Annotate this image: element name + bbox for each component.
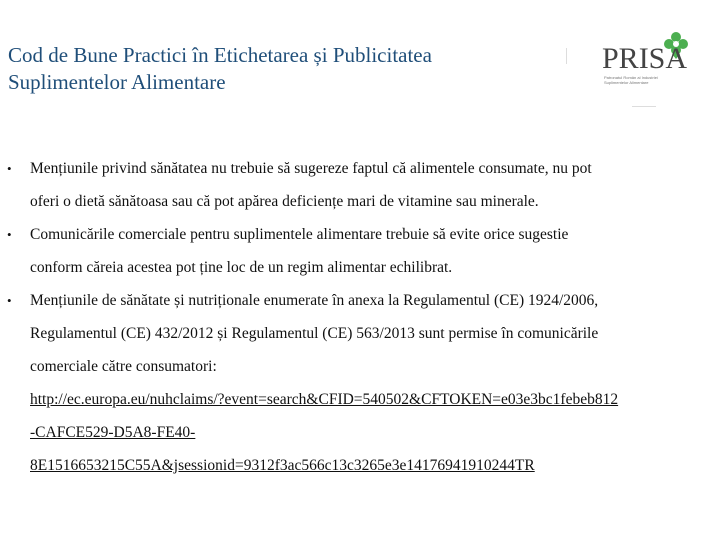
bullet-item-1 (0, 152, 720, 218)
slide-title-line-1: Cod de Bune Practici în Etichetarea și Publicitatea (8, 43, 432, 67)
bullet-2-line-2: conform căreia acestea pot ține loc de un regim alimentar echilibrat. (30, 259, 453, 276)
bullet-dot-icon: • (7, 293, 12, 308)
bullet-1-line-1: Mențiunile privind sănătatea nu trebuie să sugereze faptul că alimentele consumate, nu pot (30, 160, 592, 177)
bullet-2-line-1: Comunicările comerciale pentru suplimentele alimentare trebuie să evite orice sugestie (30, 226, 569, 243)
eu-claims-link-line-3[interactable]: 8E1516653215C55A&jsessionid=9312f3ac566c13c3265e3e14176941910244TR (30, 457, 535, 474)
eu-claims-link-line-2[interactable]: -CAFCE529-D5A8-FE40- (30, 424, 196, 441)
logo-divider (566, 48, 567, 64)
bullet-3-line-2: Regulamentul (CE) 432/2012 și Regulamentul (CE) 563/2013 sunt permise în comunicările (30, 325, 599, 342)
prisa-logo (570, 30, 690, 110)
logo-underline (632, 106, 656, 107)
eu-claims-link-line-1[interactable]: http://ec.europa.eu/nuhclaims/?event=search&CFID=540502&CFTOKEN=e03e3bc1febeb812 (30, 391, 619, 408)
logo-subtitle-line-1: Patronatul Român al Industriei (604, 75, 658, 80)
bullet-dot-icon: • (7, 161, 12, 176)
bullet-item-3 (0, 284, 720, 482)
slide-title (8, 42, 568, 96)
bullet-3-line-3: comerciale către consumatori: (30, 358, 217, 375)
logo-subtitle (604, 75, 684, 85)
bullet-dot-icon: • (7, 227, 12, 242)
logo-name: PRISA (602, 42, 688, 75)
eu-claims-link[interactable] (30, 383, 720, 482)
bullet-list (0, 152, 720, 482)
bullet-3-line-1: Mențiunile de sănătate și nutriționale enumerate în anexa la Regulamentul (CE) 1924/2006, (30, 292, 599, 309)
bullet-item-2 (0, 218, 720, 284)
logo-subtitle-line-2: Suplimentelor Alimentare (604, 80, 649, 85)
bullet-1-line-2: oferi o dietă sănătoasa sau că pot apărea deficiențe mari de vitamine sau minerale. (30, 193, 539, 210)
slide-title-line-2: Suplimentelor Alimentare (8, 70, 226, 94)
